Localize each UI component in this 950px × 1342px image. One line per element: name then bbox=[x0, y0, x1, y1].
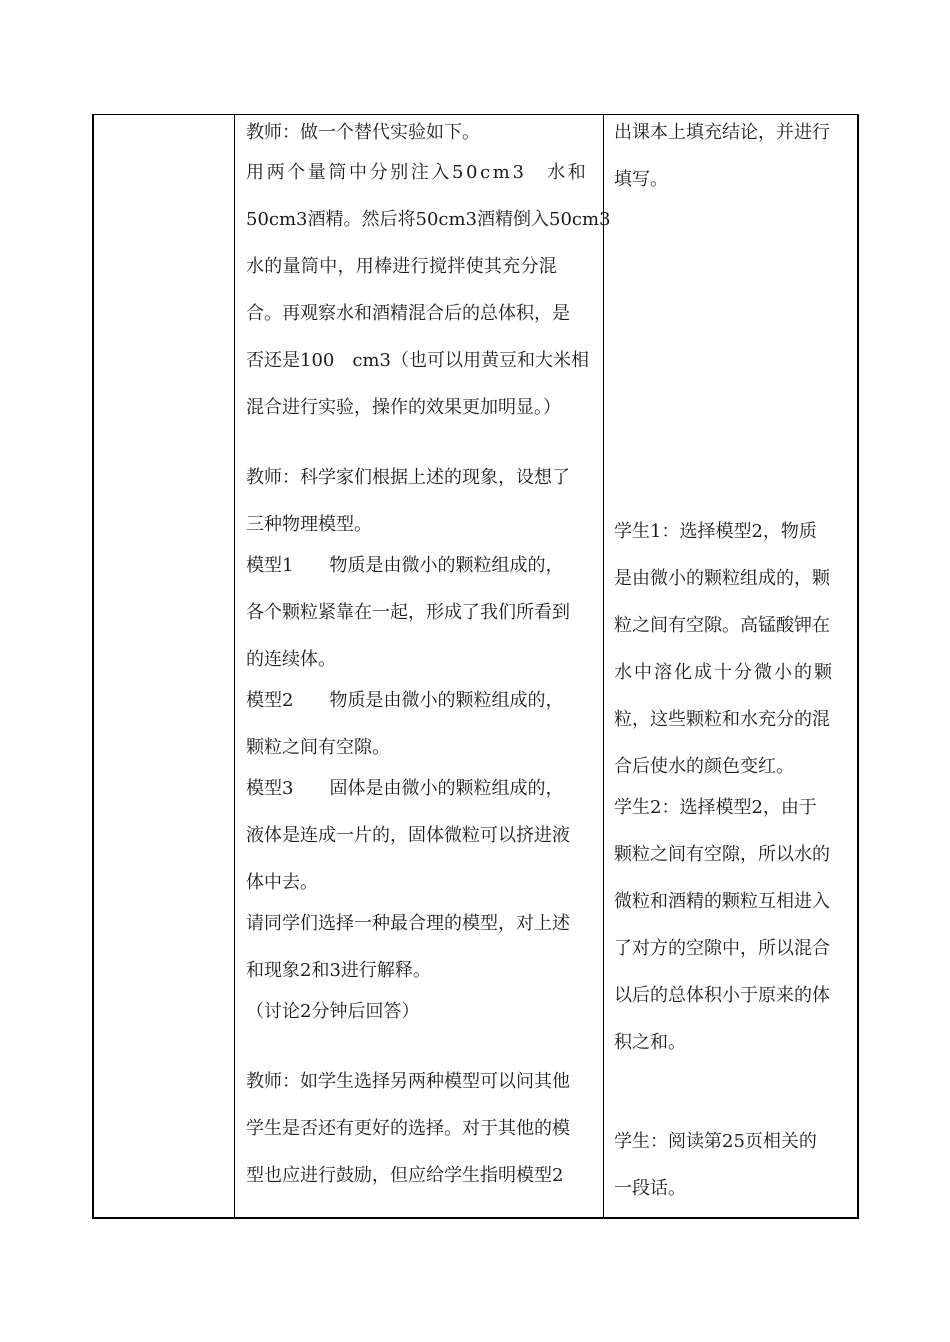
student-line: 了对方的空隙中，所以混合 bbox=[614, 938, 830, 959]
teacher-line: 液体是连成一片的，固体微粒可以挤进液 bbox=[246, 825, 570, 846]
teacher-line: 混合进行实验，操作的效果更加明显。） bbox=[246, 397, 561, 418]
teacher-line: 模型1 物质是由微小的颗粒组成的， bbox=[246, 555, 564, 576]
teacher-line: 模型3 固体是由微小的颗粒组成的， bbox=[246, 778, 564, 799]
teacher-line: 模型2 物质是由微小的颗粒组成的， bbox=[246, 690, 564, 711]
teacher-line: （讨论2分钟后回答） bbox=[246, 1001, 420, 1022]
teacher-line: 型也应进行鼓励，但应给学生指明模型2 bbox=[246, 1165, 564, 1186]
student-line: 粒，这些颗粒和水充分的混 bbox=[614, 709, 830, 730]
teacher-line: 否还是100 cm3（也可以用黄豆和大米相 bbox=[246, 350, 589, 371]
student-line: 学生1：选择模型2，物质 bbox=[614, 521, 817, 542]
teacher-line: 用两个量筒中分别注入50cm3 水和 bbox=[246, 162, 589, 183]
teacher-line: 三种物理模型。 bbox=[246, 514, 372, 535]
student-line: 出课本上填充结论，并进行 bbox=[614, 122, 830, 143]
teacher-line: 颗粒之间有空隙。 bbox=[246, 737, 390, 758]
teacher-line: 的连续体。 bbox=[246, 649, 336, 670]
table-right-border bbox=[857, 114, 859, 1219]
student-line: 微粒和酒精的颗粒互相进入 bbox=[614, 891, 830, 912]
student-line: 填写。 bbox=[614, 169, 668, 190]
student-line: 合后使水的颜色变红。 bbox=[614, 756, 794, 777]
table-bottom-border bbox=[92, 1217, 859, 1219]
teacher-line: 合。再观察水和酒精混合后的总体积，是 bbox=[246, 303, 570, 324]
teacher-line: 和现象2和3进行解释。 bbox=[246, 960, 431, 981]
teacher-line: 各个颗粒紧靠在一起，形成了我们所看到 bbox=[246, 602, 570, 623]
teacher-line: 教师：做一个替代实验如下。 bbox=[246, 122, 480, 143]
student-line: 学生2：选择模型2，由于 bbox=[614, 797, 817, 818]
teacher-line: 水的量筒中，用棒进行搅拌使其充分混 bbox=[246, 256, 558, 277]
table-col-divider-2 bbox=[603, 114, 604, 1219]
teacher-line: 学生是否还有更好的选择。对于其他的模 bbox=[246, 1118, 570, 1139]
student-line: 粒之间有空隙。高锰酸钾在 bbox=[614, 615, 830, 636]
teacher-line: 教师：如学生选择另两种模型可以问其他 bbox=[246, 1071, 570, 1092]
empty-first-column-cell bbox=[94, 115, 234, 1217]
student-line: 以后的总体积小于原来的体 bbox=[614, 985, 830, 1006]
teacher-line: 50cm3酒精。然后将50cm3酒精倒入50cm3 bbox=[246, 209, 611, 230]
student-line: 积之和。 bbox=[614, 1032, 686, 1053]
student-line: 水中溶化成十分微小的颗 bbox=[614, 662, 834, 683]
student-line: 颗粒之间有空隙，所以水的 bbox=[614, 844, 830, 865]
teacher-line: 体中去。 bbox=[246, 872, 318, 893]
teacher-line: 教师：科学家们根据上述的现象，设想了 bbox=[246, 467, 570, 488]
table-col-divider-1 bbox=[234, 114, 235, 1219]
student-line: 一段话。 bbox=[614, 1178, 686, 1199]
student-line: 学生：阅读第25页相关的 bbox=[614, 1131, 817, 1152]
teacher-line: 请同学们选择一种最合理的模型，对上述 bbox=[246, 913, 570, 934]
student-line: 是由微小的颗粒组成的，颗 bbox=[614, 568, 830, 589]
